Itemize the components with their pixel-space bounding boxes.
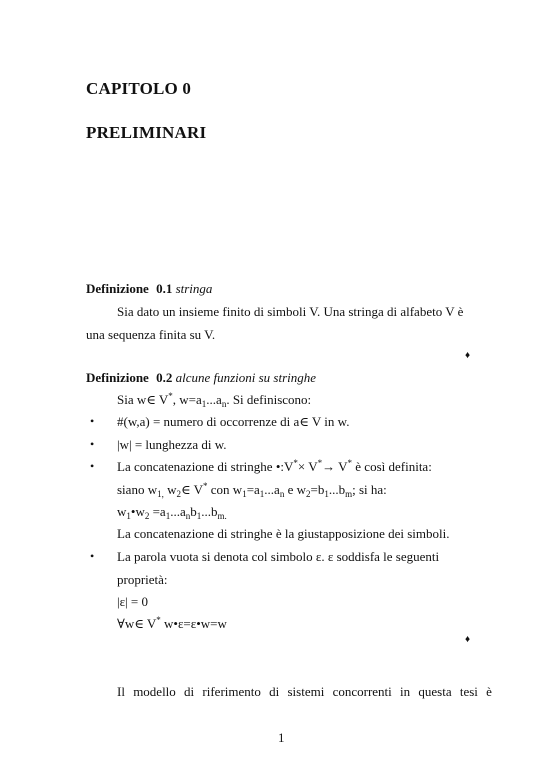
bullet-4-line-3: |ε| = 0: [117, 594, 148, 609]
page-number: 1: [278, 730, 285, 745]
definition-0-1-line-2: una sequenza finita su V.: [86, 327, 216, 342]
bullet-1-text: #(w,a) = numero di occorrenze di a∈ V in w.: [117, 414, 350, 429]
definition-name: stringa: [175, 281, 213, 296]
bullet-marker: •: [90, 459, 95, 473]
bullet-3-line-2: siano $w_{1,}$ $w_2\in$ V* con $w_1=a_1...a_n$ e $w_2=b_1...b_m$; si ha:: [117, 481, 387, 499]
definition-label: Definizione: [86, 281, 149, 296]
definition-0-2-intro: Sia w∈ V*, $w=a_1...a_n$. Si definiscono:: [117, 391, 312, 409]
definition-0-1-line-1: Sia dato un insieme finito di simboli V. Una stringa di alfabeto V è: [117, 304, 464, 319]
bullet-4-line-2: proprietà:: [117, 572, 168, 587]
bullet-4-line-1: La parola vuota si denota col simbolo ε. ε soddisfa le seguenti: [117, 549, 440, 564]
end-of-definition-mark: ♦: [465, 350, 471, 361]
bullet-marker: •: [90, 437, 95, 451]
chapter-number: CAPITOLO 0: [86, 79, 192, 98]
bullet-3-line-4: La concatenazione di stringhe è la giustapposizione dei simboli.: [117, 526, 450, 541]
bullet-3-line-3: $w_1•w_2 =a_1...a_nb_1...b_{m.}$: [117, 504, 227, 521]
definition-label: Definizione: [86, 370, 149, 385]
definition-name: alcune funzioni su stringhe: [175, 370, 317, 385]
bullet-2-text: |w| = lunghezza di w.: [117, 437, 227, 452]
definition-number: 0.2: [156, 370, 173, 385]
definition-0-2-heading: [86, 370, 316, 386]
definition-number: 0.1: [156, 281, 173, 296]
paragraph-closing-line: Il modello di riferimento di sistemi concorrenti in questa tesi è: [117, 684, 492, 699]
bullet-marker: •: [90, 414, 95, 428]
bullet-4-line-4: ∀w∈ V* w•ε=ε•w=w: [117, 615, 227, 631]
chapter-title: PRELIMINARI: [86, 123, 207, 142]
definition-0-1-heading: [86, 281, 212, 297]
bullet-marker: •: [90, 549, 95, 563]
bullet-3-line-1: La concatenazione di stringhe •:V*× V*→ V* è così definita:: [117, 458, 432, 474]
end-of-definition-mark: ♦: [465, 634, 471, 645]
